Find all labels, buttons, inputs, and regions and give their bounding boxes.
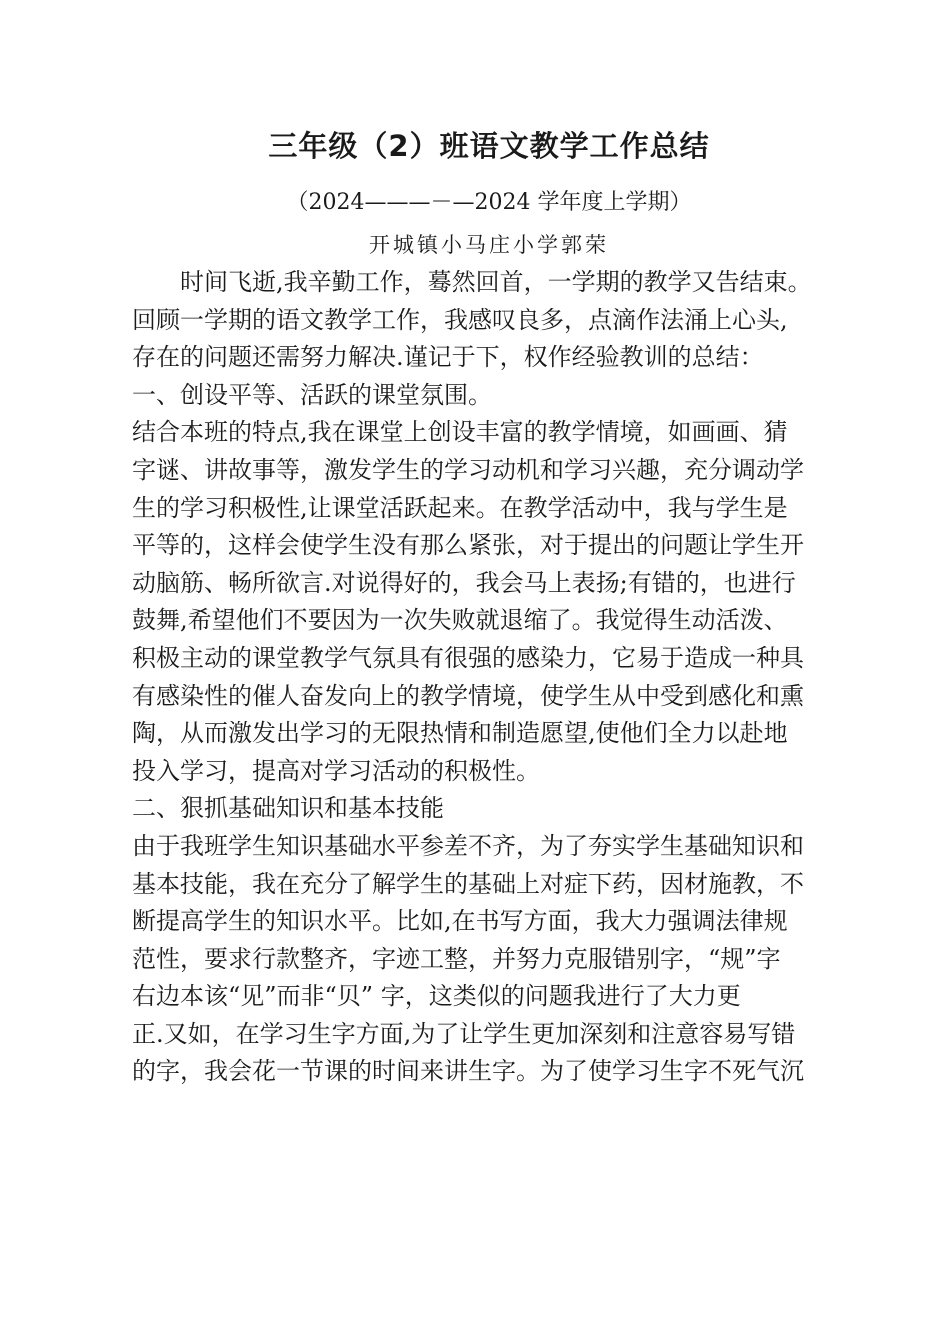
body-line: 结合本班的特点,我在课堂上创设丰富的教学情境，如画画、猜 bbox=[132, 418, 788, 447]
body-line: 陶，从而激发出学习的无限热情和制造愿望,使他们全力以赴地 bbox=[132, 719, 788, 748]
body-line: 由于我班学生知识基础水平参差不齐，为了夯实学生基础知识和 bbox=[132, 831, 804, 860]
body-line: 断提高学生的知识水平。比如,在书写方面，我大力强调法律规 bbox=[132, 907, 788, 936]
body-line: 回顾一学期的语文教学工作，我感叹良多，点滴作法涌上心头, bbox=[132, 305, 788, 334]
body-line: 基本技能，我在充分了解学生的基础上对症下药，因材施教，不 bbox=[132, 869, 804, 898]
body-line: 范性，要求行款整齐，字迹工整，并努力克服错别字，“规”字 bbox=[132, 944, 781, 973]
document-subtitle: （2024———－—2024 学年度上学期） bbox=[286, 190, 692, 215]
document-author: 开城镇小马庄小学郭荣 bbox=[369, 233, 609, 257]
body-line: 鼓舞,希望他们不要因为一次失败就退缩了。我觉得生动活泼、 bbox=[132, 606, 788, 635]
body-line: 有感染性的催人奋发向上的教学情境，使学生从中受到感化和熏 bbox=[132, 681, 804, 710]
section-heading-2: 二、狠抓基础知识和基本技能 bbox=[132, 794, 444, 823]
body-line: 存在的问题还需努力解决.谨记于下，权作经验教训的总结： bbox=[132, 343, 764, 372]
section-heading-1: 一、创设平等、活跃的课堂氛围。 bbox=[132, 380, 492, 409]
body-line: 字谜、讲故事等，激发学生的学习动机和学习兴趣，充分调动学 bbox=[132, 455, 804, 484]
body-line: 积极主动的课堂教学气氛具有很强的感染力，它易于造成一种具 bbox=[132, 643, 804, 672]
body-line: 右边本该“见”而非“贝” 字，这类似的问题我进行了大力更 bbox=[132, 982, 741, 1011]
body-line: 动脑筋、畅所欲言.对说得好的，我会马上表扬;有错的，也进行 bbox=[132, 568, 796, 597]
body-line: 的字，我会花一节课的时间来讲生字。为了使学习生字不死气沉 bbox=[132, 1057, 804, 1086]
body-line: 正.又如，在学习生字方面,为了让学生更加深刻和注意容易写错 bbox=[132, 1019, 796, 1048]
body-line: 生的学习积极性,让课堂活跃起来。在教学活动中，我与学生是 bbox=[132, 493, 788, 522]
body-line: 投入学习，提高对学习活动的积极性。 bbox=[132, 756, 540, 785]
document-title: 三年级（2）班语文教学工作总结 bbox=[268, 129, 710, 163]
body-line: 平等的，这样会使学生没有那么紧张，对于提出的问题让学生开 bbox=[132, 531, 804, 560]
body-line: 时间飞逝,我辛勤工作，蓦然回首，一学期的教学又告结束。 bbox=[180, 268, 812, 296]
document-body bbox=[132, 264, 852, 1091]
